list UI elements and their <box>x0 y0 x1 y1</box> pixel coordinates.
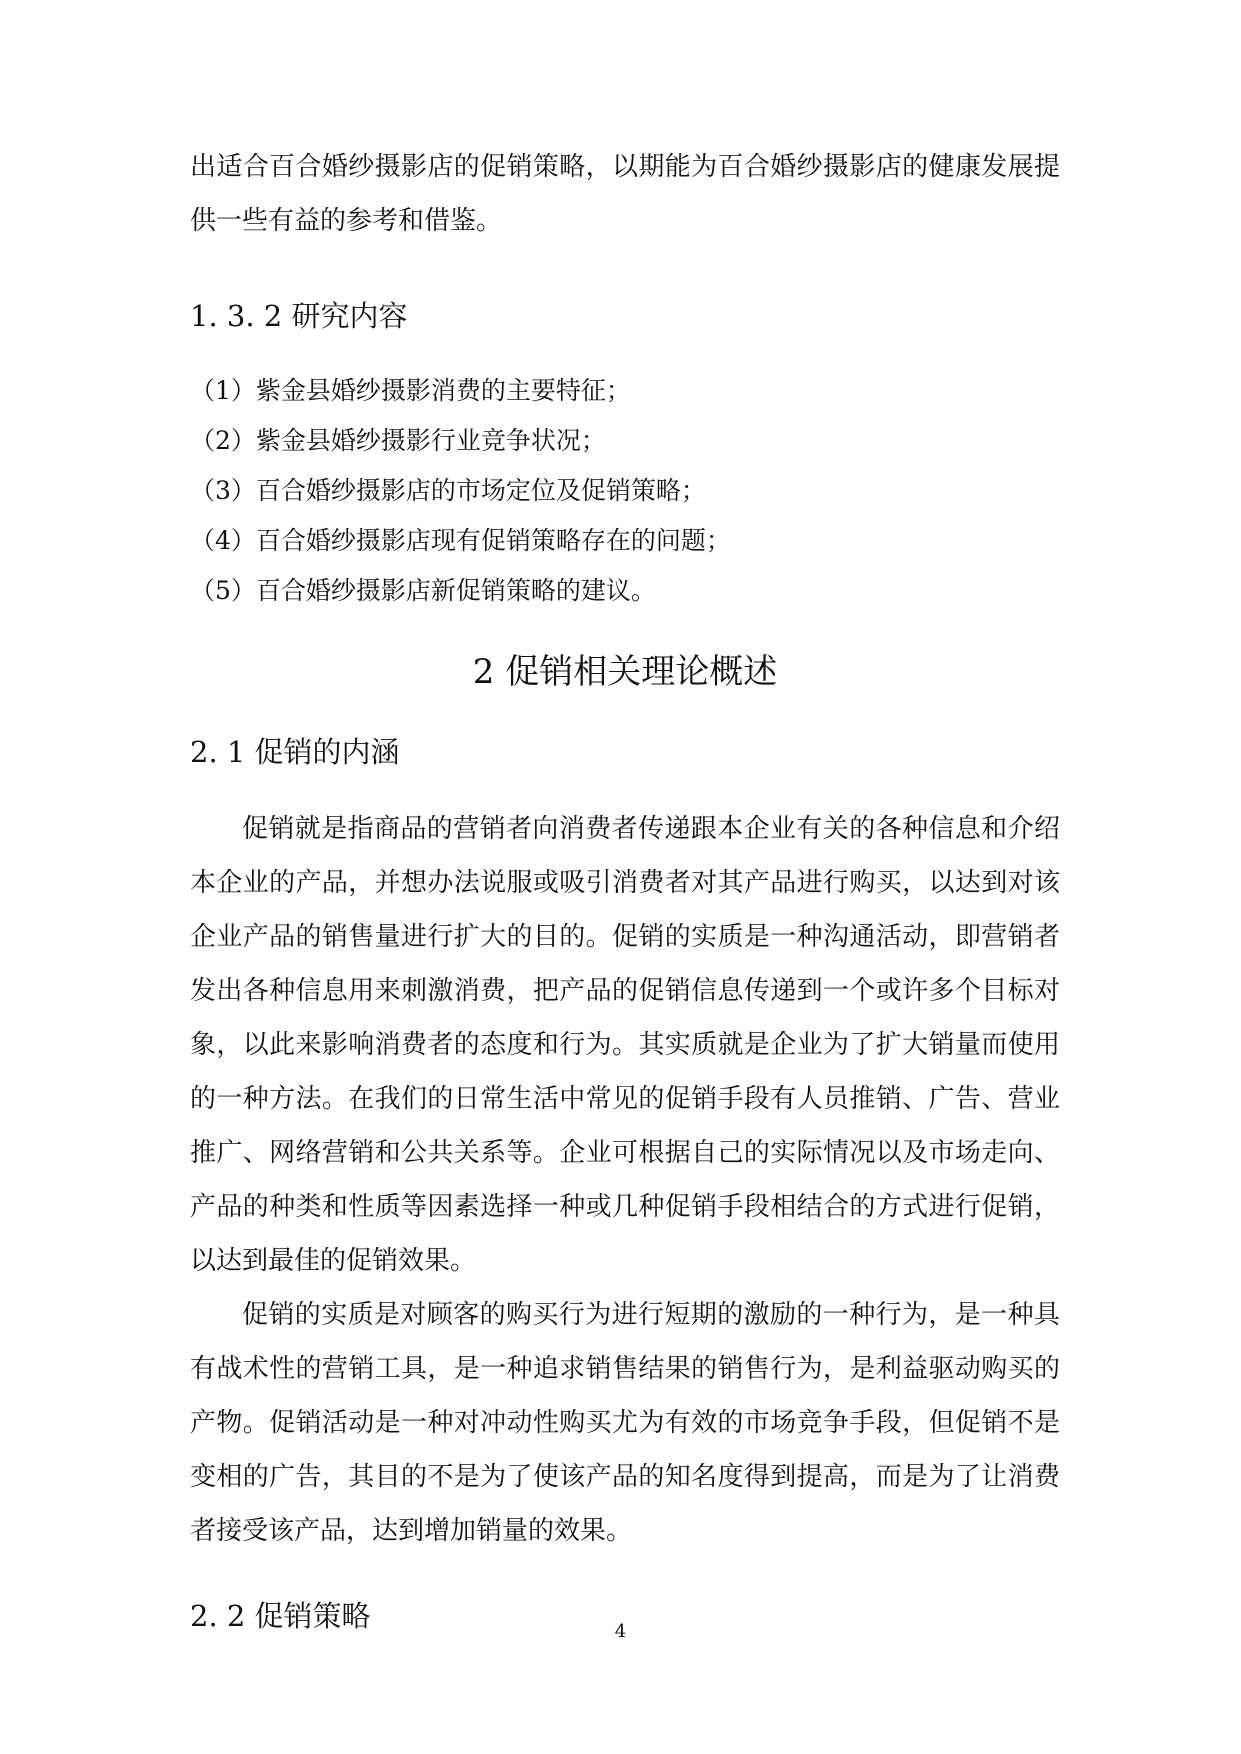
list-item: （3）百合婚纱摄影店的市场定位及促销策略； <box>190 476 706 505</box>
section-2-1-heading: 2. 1 促销的内涵 <box>190 735 400 769</box>
list-item: （2）紫金县婚纱摄影行业竞争状况； <box>190 426 606 455</box>
page-content <box>190 140 1060 1636</box>
intro-paragraph: 出适合百合婚纱摄影店的促销策略，以期能为百合婚纱摄影店的健康发展提供一些有益的参考和借鉴。 <box>190 152 1060 236</box>
list-item: （5）百合婚纱摄影店新促销策略的建议。 <box>190 576 656 605</box>
section-2-1-paragraph-2: 促销的实质是对顾客的购买行为进行短期的激励的一种行为，是一种具有战术性的营销工具，是一种追求销售结果的销售行为，是利益驱动购买的产物。促销活动是一种对冲动性购买尤为有效的市场竞争手段，但促销不是变相的广告，其目的不是为了使该产品的知名度得到提高，而是为了让消费者接受该产品，达到增加销量的效果。 <box>190 1300 1060 1546</box>
section-1-3-2-heading: 1. 3. 2 研究内容 <box>190 299 408 333</box>
page-number: 4 <box>614 1621 627 1642</box>
section-2-1-paragraph-1: 促销就是指商品的营销者向消费者传递跟本企业有关的各种信息和介绍本企业的产品，并想办法说服或吸引消费者对其产品进行购买，以达到对该企业产品的销售量进行扩大的目的。促销的实质是一种沟通活动，即营销者发出各种信息用来刺激消费，把产品的促销信息传递到一个或许多个目标对象，以此来影响消费者的态度和行为。其实质就是企业为了扩大销量而使用的一种方法。在我们的日常生活中常见的促销手段有人员推销、广告、营业推广、网络营销和公共关系等。企业可根据自己的实际情况以及市场走向、产品的种类和性质等因素选择一种或几种促销手段相结合的方式进行促销，以达到最佳的促销效果。 <box>190 814 1060 1276</box>
research-content-list <box>190 366 1060 616</box>
list-item: （4）百合婚纱摄影店现有促销策略存在的问题； <box>190 526 731 555</box>
section-2-2-heading: 2. 2 促销策略 <box>190 1599 371 1633</box>
chapter-2-heading: 2 促销相关理论概述 <box>472 652 778 692</box>
list-item: （1）紫金县婚纱摄影消费的主要特征； <box>190 376 631 405</box>
